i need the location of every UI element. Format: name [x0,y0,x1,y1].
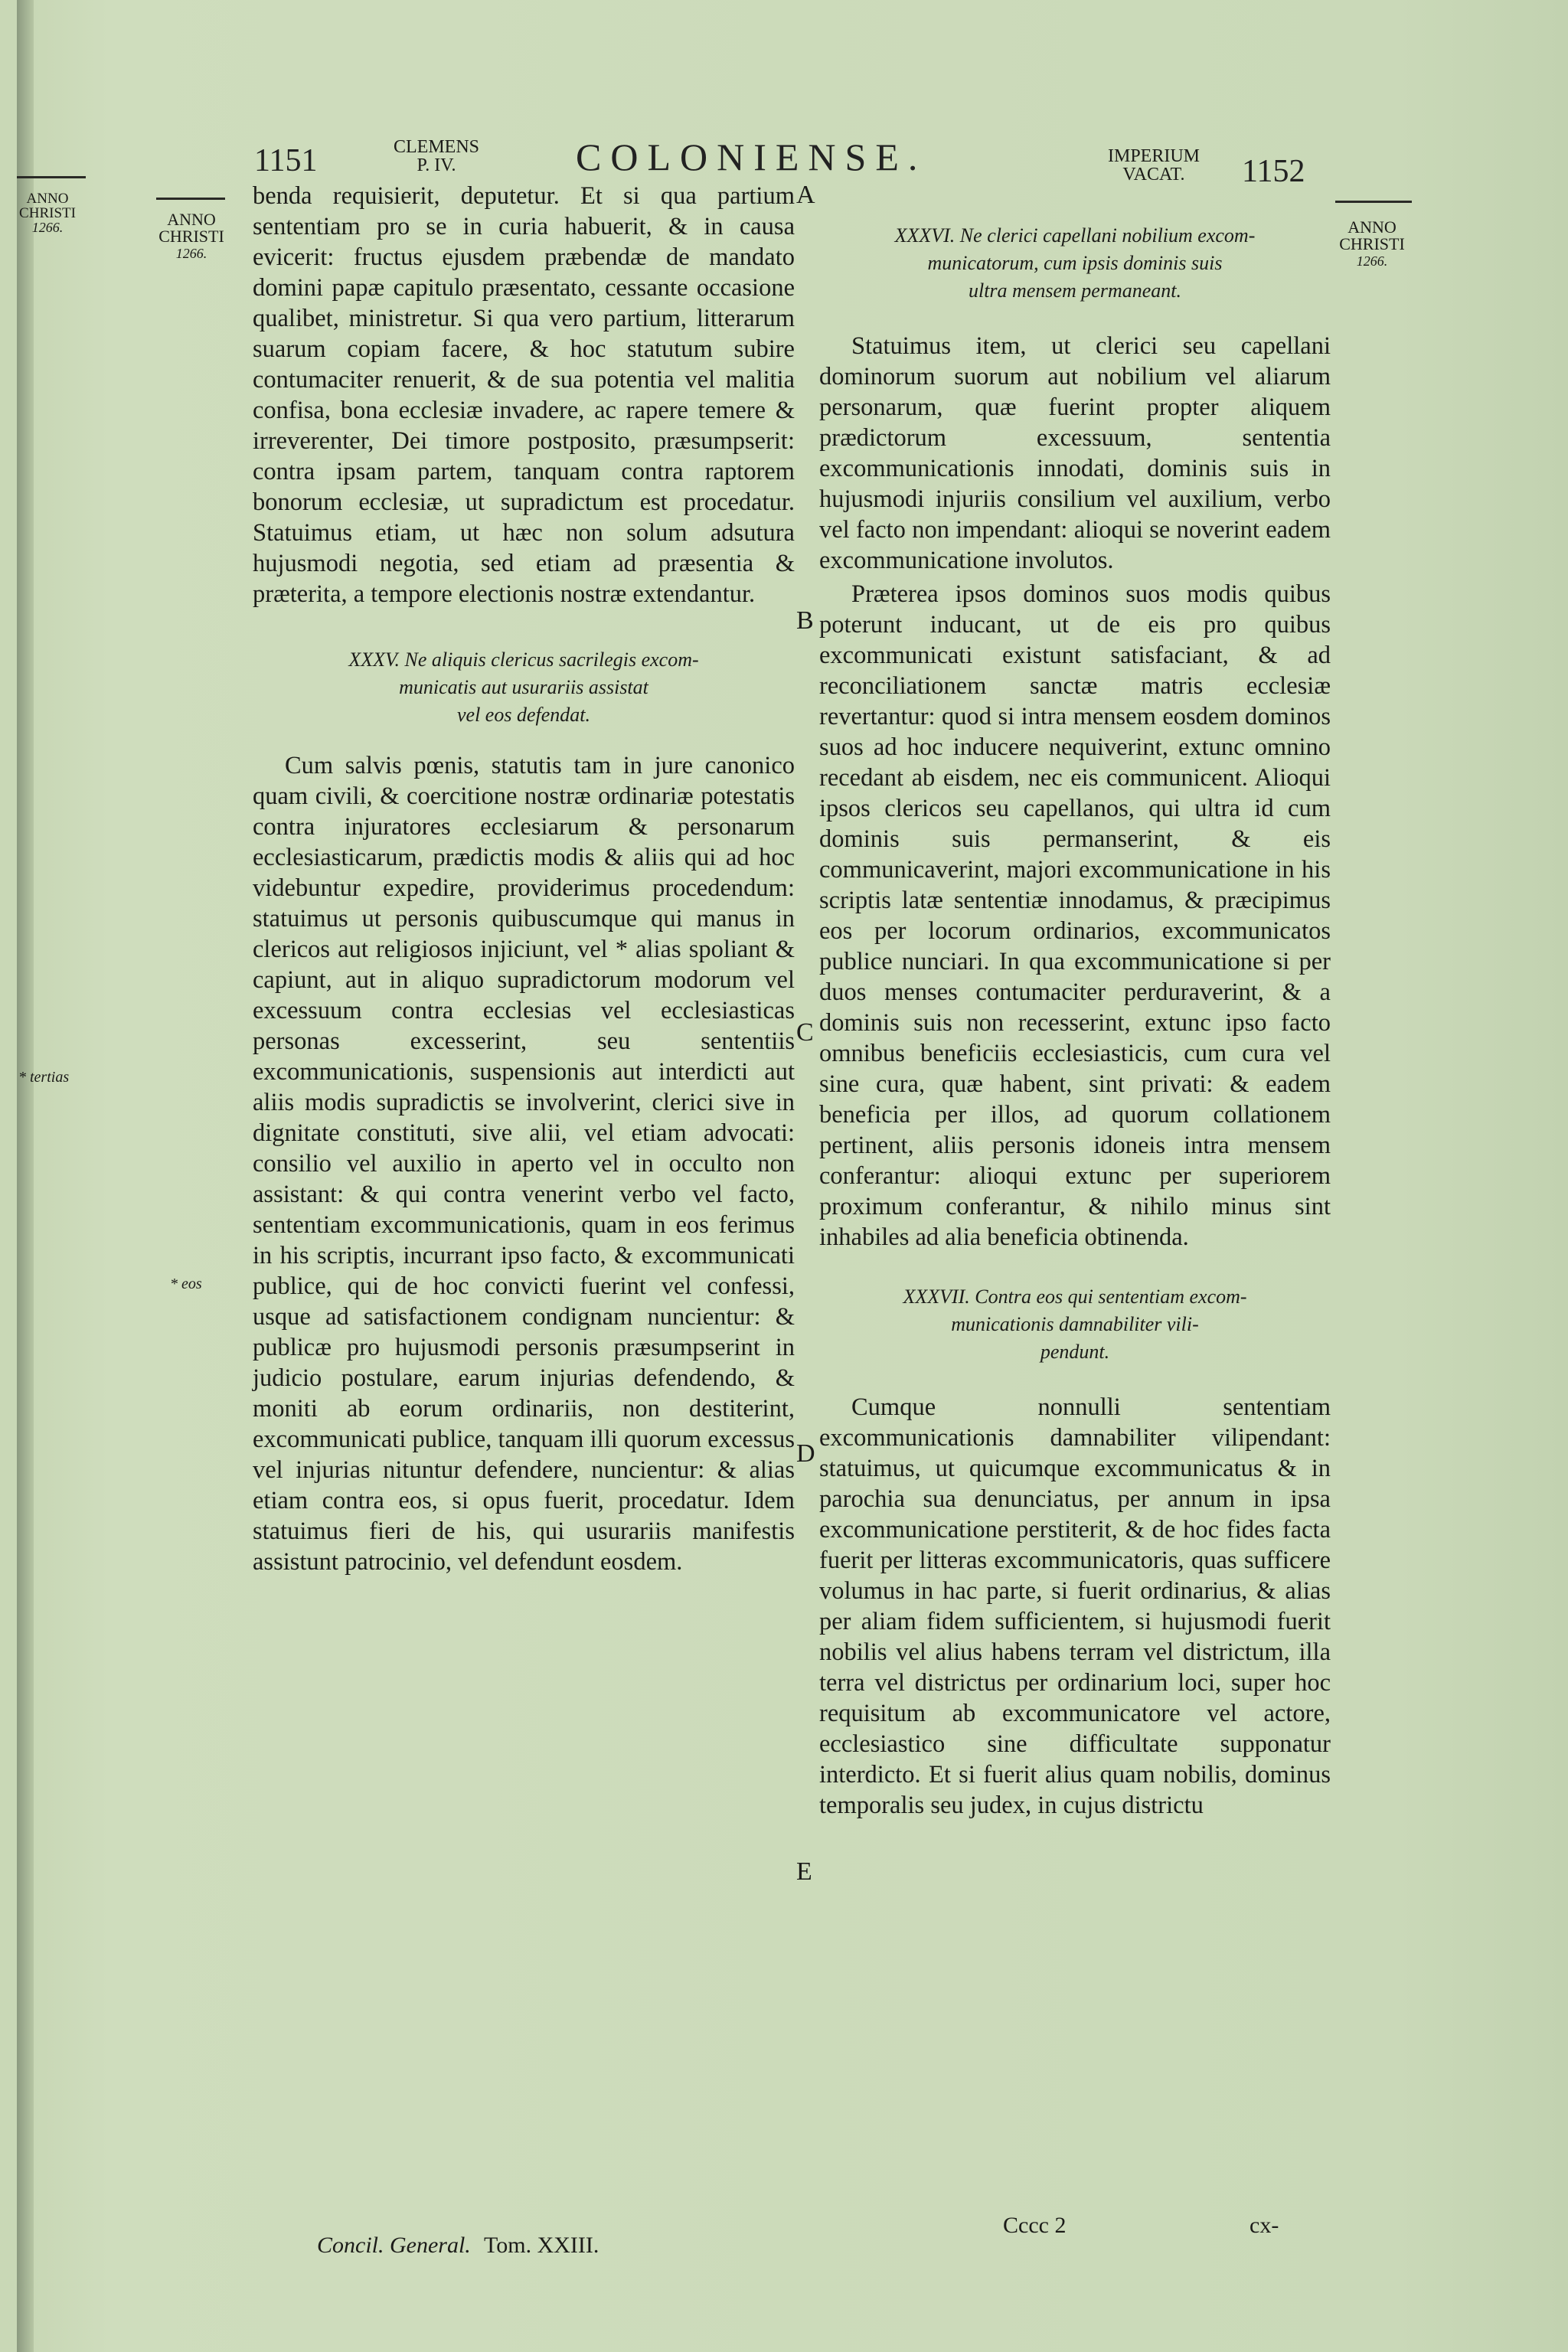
chapter-35-text: Cum salvis pœnis, statutis tam in jure canonico quam civili, & coercitione nostræ ordinariæ potestatis contra injuratores ecclesiarum & personarum ecclesiasticarum, prædictis modis & aliis qui ad hoc videbuntur expedire, providerimus procedendum: statuimus ut personis quibuscumque qui manus in clericos aut religiosos injiciunt, vel * alias spoliant & capiunt, aut in aliquo supradictorum modorum vel excessuum contra ecclesias vel ecclesiasticas personas excesserint, seu sententiis excommunicationis, suspensionis aut interdicti aut aliis modis supradictis se involverint, clerici sive in dignitate constituti, sive alii, vel etiam advocati: consilio vel auxilio in aperto vel in occulto non assistant: & qui contra venerint verbo vel facto, sententiam excommunicationis, quam in eos ferimus in his scriptis, incurrant ipso facto, & excommunicati publice, qui de hoc convicti fuerint vel confessi, usque ad satisfactionem condignam nuncientur: & publicæ pro hujusmodi personis præsumpserint in judicio postulare, earum injurias defendendo, & moniti ab eorum ordinariis, non destiterint, excommunicati publice, tanquam illi quorum excessus vel injurias nituntur defendere, nuncientur: & alias etiam contra eos, si opus fuerit, procedatur. Idem statuimus fieri de his, qui usurariis manifestis assistunt patrocinio, vel defendunt eosdem. [253,752,795,1576]
page-number-right: 1152 [1242,154,1305,189]
chapter-37-heading-1: XXXVII. Contra eos qui sententiam excom- [903,1285,1247,1308]
left-margin-rule [156,198,225,200]
header-pope-name: CLEMENS [393,137,479,157]
left-christi-label: CHRISTI [158,227,224,246]
chapter-37-heading-3: pendunt. [1040,1341,1110,1363]
left-margin-year [153,211,230,262]
section-letter-e: E [796,1857,812,1886]
chapter-37-text: Cumque nonnulli sententiam excommunicationis damnabiliter vilipendant: statuimus, ut quicumque excommunicatus & in parochia sua denunciatus, per annum in ipsa excommunicatione perstiterit, & de hoc fides facta fuerit per litteras excommunicatoris, quas sufficere volumus in hac parte, si fuerit ordinarius, & alias per aliam fidem sufficientem, si hujusmodi fuerit nobilis vel alius habens terram vel districtum, illa terra vel districtus per ordinarium loci, super hoc requisitum ab excommunicatore vel actore, ecclesiastico sine difficultate supponatur interdicto. Et si fuerit alius quam nobilis, dominus temporalis seu judex, in cujus districtu [819,1393,1331,1819]
right-column [819,222,1331,1821]
section-letter-b: B [796,606,814,635]
right-margin-rule [1335,201,1412,203]
left-para-continued: benda requisierit, deputetur. Et si qua partium sententiam pro se in curia habuerit, & in causa evicerit: fructus ejusdem præbendæ de mandato domini papæ capitulo præsentato, cessante occasione qualibet, ministretur. Si qua vero partium, litterarum suarum copiam facere, & hoc statutum subire contumaciter renuerit, & de sua potentia vel malitia confisa, bona ecclesiæ invadere, ac rapere temere & irreverenter, Dei timore postposito, præsumpserit: contra ipsam partem, tanquam contra raptorem bonorum ecclesiæ, ut supradictum est procedatur. Statuimus etiam, ut hæc non solum adsutura hujusmodi negotia, sed etiam ad præsentia & præterita, a tempore electionis nostræ extendantur. [253,182,795,608]
chapter-37-heading-2: municationis damnabiliter vili- [951,1313,1199,1335]
book-page [17,0,1568,2352]
chapter-36-text-2: Præterea ipsos dominos suos modis quibus poterunt inducant, ut de eis pro quibus excommunicati existunt satisfaciant, & ad reconciliationem sanctæ matris ecclesiæ revertantur: quod si intra mensem eosdem dominos suos ad hoc inducere nequiverint, extunc omnino recedant ab eisdem, nec eis communicent. Alioqui ipsos clericos seu capellanos, qui ultra id cum dominis suis permanserint, & eis communicaverint, majori excommunicatione in his scriptis latæ sententiæ innodamus, & præcipimus eos per locorum ordinarios, excommunicatos publice nunciari. In qua excommunicatione si per duos menses contumaciter perduraverint, & a dominis suis non recesserint, extunc ipso facto omnibus beneficiis ecclesiasticis, cum cura vel sine cura, quæ habent, sint privati: & eadem beneficia per illos, ad quorum collationem pertinent, aliis personis idoneis intra mensem conferantur: alioqui extunc per superiorem proximum conferantur, & nihilo minus sint inhabiles ad alia beneficia obtinenda. [819,580,1331,1251]
outer-year: 1266. [31,220,64,235]
chapter-36-heading-1: XXXVI. Ne clerici capellani nobilium excom- [894,224,1256,247]
header-imperium [1073,147,1234,184]
header-imperium-line2: VACAT. [1122,165,1185,185]
chapter-35-heading-3: vel eos defendat. [457,704,590,726]
footer-catchword: cx- [1250,2213,1279,2238]
running-title: COLONIENSE. [576,136,927,178]
outer-margin-rule [17,176,86,178]
outer-margin-year [17,191,78,235]
margin-note-eos: * eos [170,1276,202,1292]
page-number-left: 1151 [254,143,318,178]
right-year: 1266. [1356,253,1388,269]
left-anno-label: ANNO [167,210,216,229]
footer-signature: Cccc 2 [1003,2213,1067,2238]
outer-anno-label: ANNO [26,191,69,207]
chapter-36-text-1: Statuimus item, ut clerici seu capellani dominorum suorum aut nobilium vel aliarum personarum, quæ fuerint propter aliquem prædictorum excessuum, sententia excommunicationis innodati, dominis suis in hujusmodi injuriis consilium vel auxilium, verbo vel facto non impendant: alioqui se noverint eadem excommunicatione involutos. [819,332,1331,574]
right-anno-label: ANNO [1348,217,1396,237]
page-gutter [17,0,34,2352]
footer-tome: Tom. XXIII. [484,2233,599,2258]
chapter-35-heading-1: XXXV. Ne aliquis clericus sacrilegis excom- [348,648,699,671]
section-letter-a: A [796,181,815,209]
left-year: 1266. [175,246,207,261]
right-margin-year [1334,219,1410,270]
chapter-36-heading-2: municatorum, cum ipsis dominis suis [927,252,1223,274]
footer-source: Concil. General. [317,2233,471,2258]
outer-christi-label: CHRISTI [19,205,76,221]
header-imperium-line1: IMPERIUM [1107,146,1200,166]
header-pope [375,138,498,175]
left-column [253,181,795,1577]
section-letter-c: C [796,1018,814,1047]
section-letter-d: D [796,1439,815,1468]
chapter-36-heading-3: ultra mensem permaneant. [968,279,1181,302]
margin-note-tertias: * tertias [18,1069,70,1086]
header-pope-year: P. IV. [416,155,456,175]
chapter-35-heading-2: municatis aut usurariis assistat [399,676,648,698]
right-christi-label: CHRISTI [1339,234,1405,253]
